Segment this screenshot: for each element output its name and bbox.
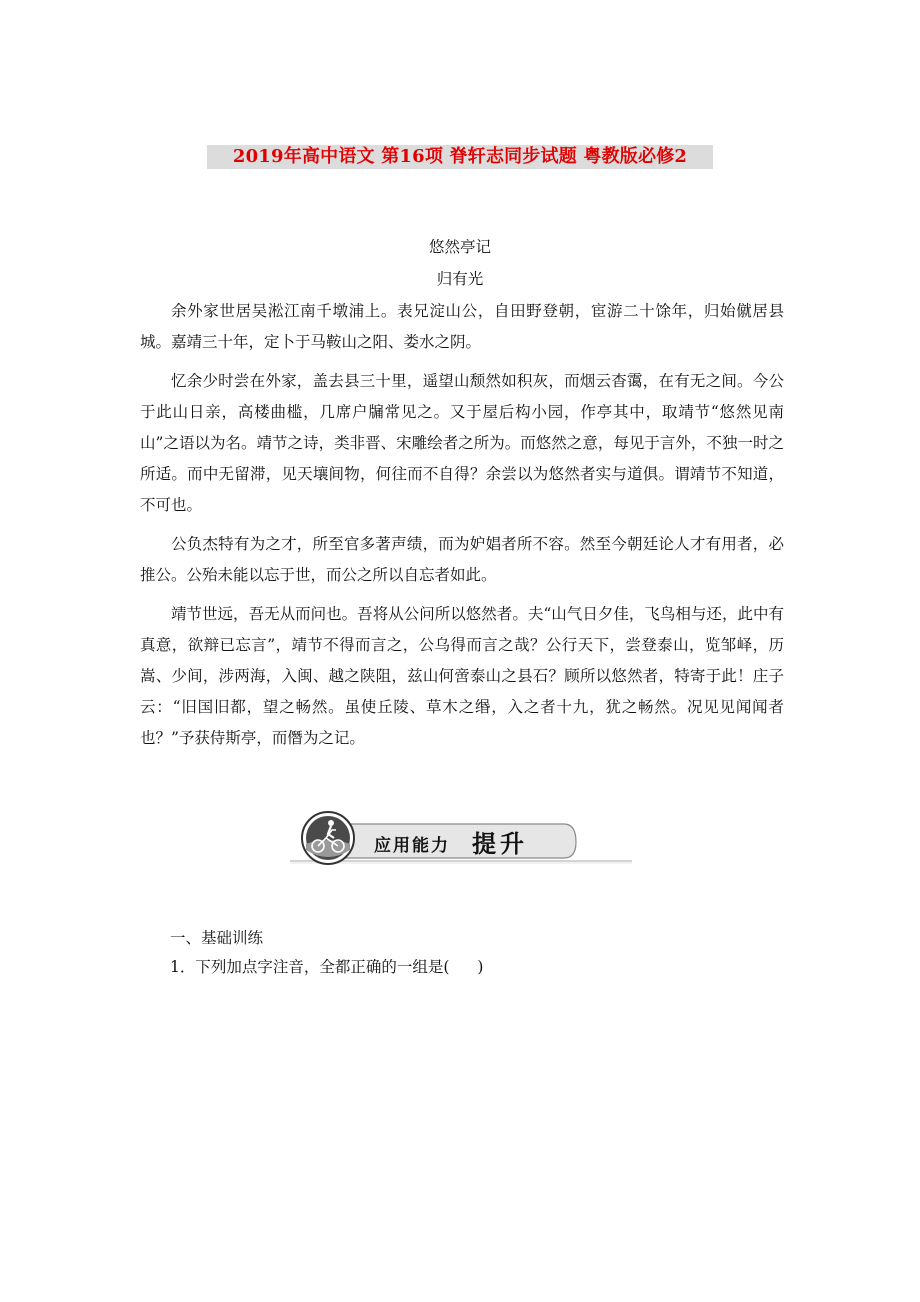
question-1 — [170, 956, 483, 978]
question-text: 1．下列加点字注音，全都正确的一组是( — [170, 958, 450, 976]
essay-paragraph: 余外家世居吴淞江南千墩浦上。表兄淀山公，自田野登朝，宦游二十馀年，归始僦居县城。嘉靖三十年，定卜于马鞍山之阳、娄水之阴。 — [140, 302, 784, 351]
section-heading: 一、基础训练 — [170, 929, 264, 947]
banner-label-emphasis: 提升 — [472, 829, 528, 858]
banner-label: 应用能力 — [374, 836, 450, 856]
question-close-paren: ) — [477, 958, 484, 976]
essay-paragraph: 忆余少时尝在外家，盖去县三十里，遥望山颓然如积灰，而烟云杳霭，在有无之间。今公于此山日亲，高楼曲槛，几席户牖常见之。又于屋后构小园，作亭其中，取靖节“悠然见南山”之语以为名。靖节之诗，类非晋、宋雕绘者之所为。而悠然之意，每见于言外，不独一时之所适。而中无留滞，见天壤间物，何往而不自得？余尝以为悠然者实与道俱。谓靖节不知道，不可也。 — [140, 372, 784, 514]
essay-paragraph: 公负杰特有为之才，所至官多著声绩，而为妒娼者所不容。然至今朝廷论人才有用者，必推公。公殆未能以忘于世，而公之所以自忘者如此。 — [140, 535, 784, 584]
essay-title: 悠然亭记 — [428, 238, 491, 256]
section-banner — [284, 806, 636, 866]
document-title: 2019年高中语文 第16项 脊轩志同步试题 粤教版必修2 — [207, 145, 713, 169]
essay-body — [140, 296, 784, 762]
banner-graphic — [284, 806, 636, 866]
essay-author: 归有光 — [436, 270, 484, 288]
essay-paragraph: 靖节世远，吾无从而问也。吾将从公问所以悠然者。夫“山气日夕佳，飞鸟相与还，此中有真意，欲辩已忘言”，靖节不得而言之，公乌得而言之哉？公行天下，尝登泰山，览邹峄，历嵩、少间，涉两海，入闽、越之陕阻，兹山何啻泰山之县石？顾所以悠然者，特寄于此！庄子云：“旧国旧都，望之畅然。虽使丘陵、草木之缗，入之者十九，犹之畅然。况见见闻闻者也？”予获侍斯亭，而僭为之记。 — [140, 605, 784, 747]
